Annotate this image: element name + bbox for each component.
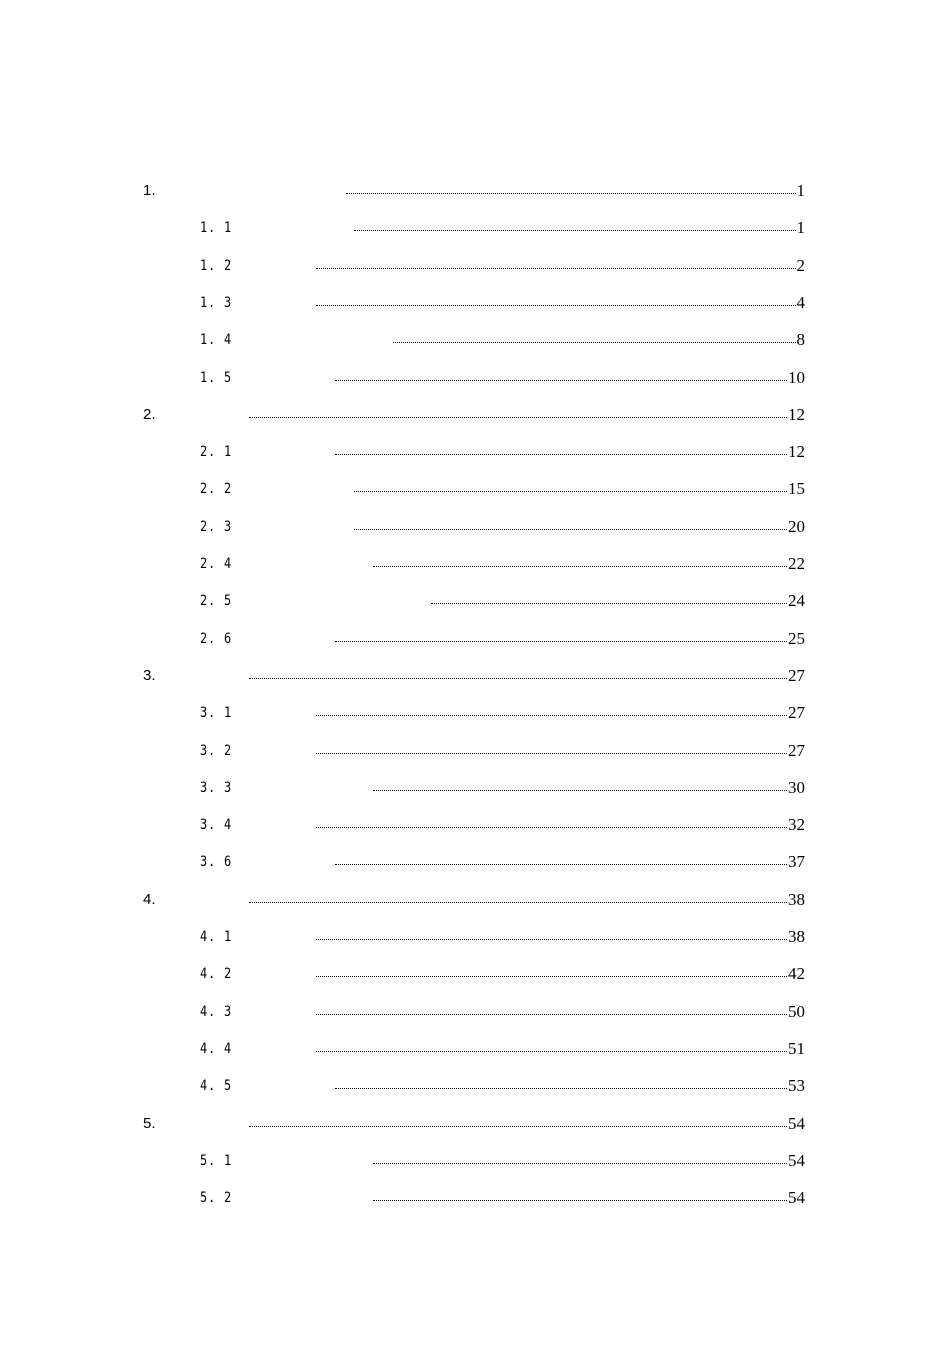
toc-leader-dots [335, 864, 787, 865]
toc-entry-number: 3. 4 [200, 817, 233, 833]
toc-section-entry[interactable] [0, 739, 950, 763]
toc-chapter-entry[interactable] [0, 664, 950, 688]
toc-entry-page: 20 [788, 517, 805, 536]
toc-entry-page: 42 [788, 964, 805, 983]
toc-entry-number: 3. 1 [200, 705, 233, 721]
toc-section-entry[interactable] [0, 515, 950, 539]
toc-chapter-entry[interactable] [0, 1112, 950, 1136]
toc-section-entry[interactable] [0, 1186, 950, 1210]
toc-section-entry[interactable] [0, 701, 950, 725]
toc-entry-number: 1. [143, 182, 156, 199]
toc-entry-page: 51 [788, 1039, 805, 1058]
toc-leader-dots [393, 342, 796, 343]
toc-section-entry[interactable] [0, 1000, 950, 1024]
toc-entry-page: 22 [788, 554, 805, 573]
toc-leader-dots [316, 715, 787, 716]
toc-leader-dots [316, 1051, 787, 1052]
toc-leader-dots [249, 902, 787, 903]
toc-entry-number: 4. 1 [200, 929, 233, 945]
toc-section-entry[interactable] [0, 589, 950, 613]
toc-leader-dots [249, 678, 787, 679]
toc-section-entry[interactable] [0, 1037, 950, 1061]
toc-entry-number: 4. 2 [200, 966, 233, 982]
toc-entry-page: 50 [788, 1002, 805, 1021]
toc-entry-page: 24 [788, 591, 805, 610]
toc-leader-dots [373, 1200, 787, 1201]
toc-entry-number: 1. 5 [200, 370, 233, 386]
toc-leader-dots [335, 454, 787, 455]
toc-entry-page: 8 [796, 330, 805, 349]
toc-chapter-entry[interactable] [0, 888, 950, 912]
toc-section-entry[interactable] [0, 254, 950, 278]
toc-leader-dots [316, 305, 796, 306]
toc-entry-number: 3. 6 [200, 854, 233, 870]
toc-leader-dots [316, 827, 787, 828]
toc-leader-dots [316, 939, 787, 940]
toc-leader-dots [354, 230, 796, 231]
toc-leader-dots [373, 1163, 787, 1164]
toc-entry-number: 2. 3 [200, 519, 233, 535]
toc-entry-number: 4. [143, 891, 156, 908]
toc-entry-page: 12 [788, 405, 805, 424]
toc-entry-page: 1 [796, 181, 805, 200]
toc-entry-number: 1. 2 [200, 258, 233, 274]
toc-leader-dots [373, 566, 787, 567]
toc-section-entry[interactable] [0, 440, 950, 464]
toc-leader-dots [316, 753, 787, 754]
toc-entry-number: 2. [143, 406, 156, 423]
toc-section-entry[interactable] [0, 216, 950, 240]
toc-section-entry[interactable] [0, 627, 950, 651]
toc-section-entry[interactable] [0, 813, 950, 837]
toc-leader-dots [316, 976, 787, 977]
toc-entry-page: 12 [788, 442, 805, 461]
toc-entry-number: 1. 3 [200, 295, 233, 311]
toc-section-entry[interactable] [0, 925, 950, 949]
toc-entry-number: 4. 5 [200, 1078, 233, 1094]
toc-entry-number: 5. 2 [200, 1190, 233, 1206]
toc-entry-page: 54 [788, 1188, 805, 1207]
toc-section-entry[interactable] [0, 366, 950, 390]
toc-entry-page: 10 [788, 368, 805, 387]
toc-entry-page: 38 [788, 927, 805, 946]
toc-entry-number: 2. 2 [200, 481, 233, 497]
toc-chapter-entry[interactable] [0, 179, 950, 203]
toc-leader-dots [249, 1126, 787, 1127]
toc-entry-page: 1 [796, 218, 805, 237]
toc-leader-dots [249, 417, 787, 418]
toc-entry-page: 2 [796, 256, 805, 275]
toc-section-entry[interactable] [0, 291, 950, 315]
toc-leader-dots [354, 491, 787, 492]
toc-entry-number: 1. 4 [200, 332, 233, 348]
toc-section-entry[interactable] [0, 962, 950, 986]
toc-section-entry[interactable] [0, 552, 950, 576]
toc-section-entry[interactable] [0, 328, 950, 352]
toc-entry-page: 32 [788, 815, 805, 834]
toc-section-entry[interactable] [0, 776, 950, 800]
toc-leader-dots [335, 641, 787, 642]
toc-entry-page: 15 [788, 479, 805, 498]
toc-entry-number: 3. [143, 667, 156, 684]
toc-entry-page: 4 [796, 293, 805, 312]
toc-entry-number: 3. 3 [200, 780, 233, 796]
toc-entry-number: 5. [143, 1115, 156, 1132]
toc-leader-dots [316, 268, 796, 269]
toc-entry-page: 53 [788, 1076, 805, 1095]
toc-entry-page: 27 [788, 741, 805, 760]
toc-entry-number: 5. 1 [200, 1153, 233, 1169]
toc-entry-number: 2. 5 [200, 593, 233, 609]
toc-leader-dots [316, 1014, 787, 1015]
toc-section-entry[interactable] [0, 1149, 950, 1173]
toc-entry-number: 4. 4 [200, 1041, 233, 1057]
toc-entry-number: 2. 1 [200, 444, 233, 460]
toc-leader-dots [373, 790, 787, 791]
toc-section-entry[interactable] [0, 477, 950, 501]
toc-entry-number: 3. 2 [200, 743, 233, 759]
toc-entry-page: 25 [788, 629, 805, 648]
toc-entry-number: 2. 6 [200, 631, 233, 647]
toc-entry-number: 4. 3 [200, 1004, 233, 1020]
toc-leader-dots [431, 603, 787, 604]
toc-entry-page: 54 [788, 1114, 805, 1133]
toc-leader-dots [335, 1088, 787, 1089]
toc-entry-number: 2. 4 [200, 556, 233, 572]
toc-entry-page: 37 [788, 852, 805, 871]
toc-entry-page: 27 [788, 666, 805, 685]
toc-leader-dots [346, 193, 796, 194]
toc-leader-dots [354, 529, 787, 530]
toc-chapter-entry[interactable] [0, 403, 950, 427]
toc-section-entry[interactable] [0, 850, 950, 874]
toc-leader-dots [335, 380, 787, 381]
toc-section-entry[interactable] [0, 1074, 950, 1098]
toc-entry-page: 27 [788, 703, 805, 722]
toc-entry-page: 38 [788, 890, 805, 909]
toc-entry-page: 30 [788, 778, 805, 797]
toc-entry-page: 54 [788, 1151, 805, 1170]
toc-entry-number: 1. 1 [200, 220, 233, 236]
